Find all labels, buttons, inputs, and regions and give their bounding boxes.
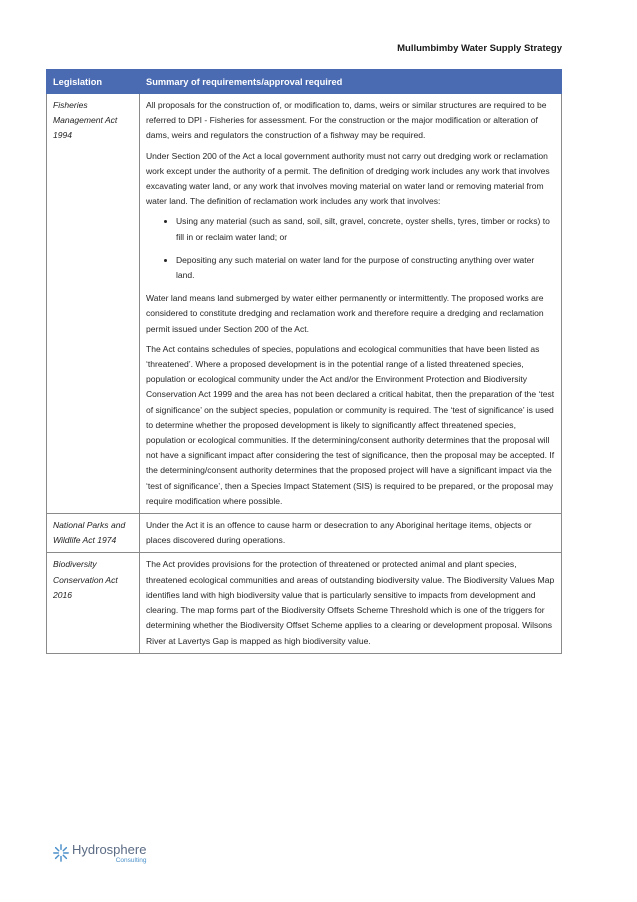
summary-paragraph: Under Section 200 of the Act a local government authority must not carry out dredging work or reclamation work except under the authority of a permit. The definition of dredging work includes any work that involves excavating water land, or any work that involves moving material on water land or removing material from water land. The definition of reclamation work includes any work that involves: bbox=[146, 150, 550, 207]
summary-paragraph: Under the Act it is an offence to cause harm or desecration to any Aboriginal heritage items, objects or places discovered during operations. bbox=[146, 520, 532, 546]
legislation-table bbox=[46, 69, 562, 654]
summary-paragraph: Water land means land submerged by water either permanently or intermittently. The proposed works are considered to constitute dredging and reclamation work and therefore require a dredging and reclamation permit issued under Section 200 of the Act. bbox=[146, 293, 544, 334]
legislation-cell: National Parks and Wildlife Act 1974 bbox=[47, 514, 140, 553]
summary-paragraph: The Act provides provisions for the protection of threatened or protected animal and plant species, threatened ecological communities and areas of outstanding biodiversity value. The Biodiversity Values Map identifies land with high biodiversity value that is particularly sensitive to impacts from development and clearing. The map forms part of the Biodiversity Offsets Scheme Threshold which is one of the triggers for determining whether the Biodiversity Offset Scheme applies to a clearing or development proposal. Wilsons River at Lavertys Gap is mapped as high biodiversity value. bbox=[146, 559, 555, 646]
summary-cell bbox=[140, 514, 562, 553]
page-header-title: Mullumbimby Water Supply Strategy bbox=[397, 43, 562, 54]
summary-paragraph: All proposals for the construction of, or modification to, dams, weirs or similar structures are required to be referred to DPI - Fisheries for assessment. For the construction or the major modification or alteration of dams, weirs and regulators the construction of a fishway may be required. bbox=[146, 100, 547, 141]
bullet-list bbox=[146, 214, 555, 283]
list-item: • Using any material (such as sand, soil, silt, gravel, concrete, oyster shells, tyres, timber or rocks) to fill in or reclaim water land; or bbox=[176, 214, 555, 244]
table-row bbox=[47, 553, 562, 653]
logo-name: Hydrosphere bbox=[72, 842, 147, 857]
logo-subtitle: Consulting bbox=[115, 857, 147, 864]
table-header-row bbox=[47, 70, 562, 94]
summary-paragraph: The Act contains schedules of species, populations and ecological communities that have been listed as ‘threatened’. Where a proposed development is in the potential range of a listed threatened species, population or ecological community under the Act and/or the Environment Protection and Biodiversity Conservation Act 1999 and the area has not been declared a critical habitat, then the preparation of the ‘test of significance’ on the subject species, population or community is required. The ‘test of significance’ is used to determine whether the proposed development is likely to significantly affect threatened species, population or ecological communities. If the determining/consent authority determines that the proposal will not have a significant impact after considering the test of significance, then the proposal may be accepted. If the determining/consent authority determines that the proposed project will have a significant impact via the ‘test of significance’, then a Species Impact Statement (SIS) is required to be prepared, or the proposal may require modification where possible. bbox=[146, 343, 555, 506]
list-item: • Depositing any such material on water land for the purpose of constructing anything over water land. bbox=[176, 253, 555, 283]
column-header-summary: Summary of requirements/approval required bbox=[140, 70, 562, 94]
table-row bbox=[47, 94, 562, 514]
legislation-cell: Fisheries Management Act 1994 bbox=[47, 94, 140, 514]
summary-cell bbox=[140, 553, 562, 653]
hydrosphere-logo-icon bbox=[52, 843, 70, 863]
company-logo bbox=[52, 843, 146, 864]
column-header-legislation: Legislation bbox=[47, 70, 140, 94]
table-row bbox=[47, 514, 562, 553]
summary-cell bbox=[140, 94, 562, 514]
legislation-cell: Biodiversity Conservation Act 2016 bbox=[47, 553, 140, 653]
